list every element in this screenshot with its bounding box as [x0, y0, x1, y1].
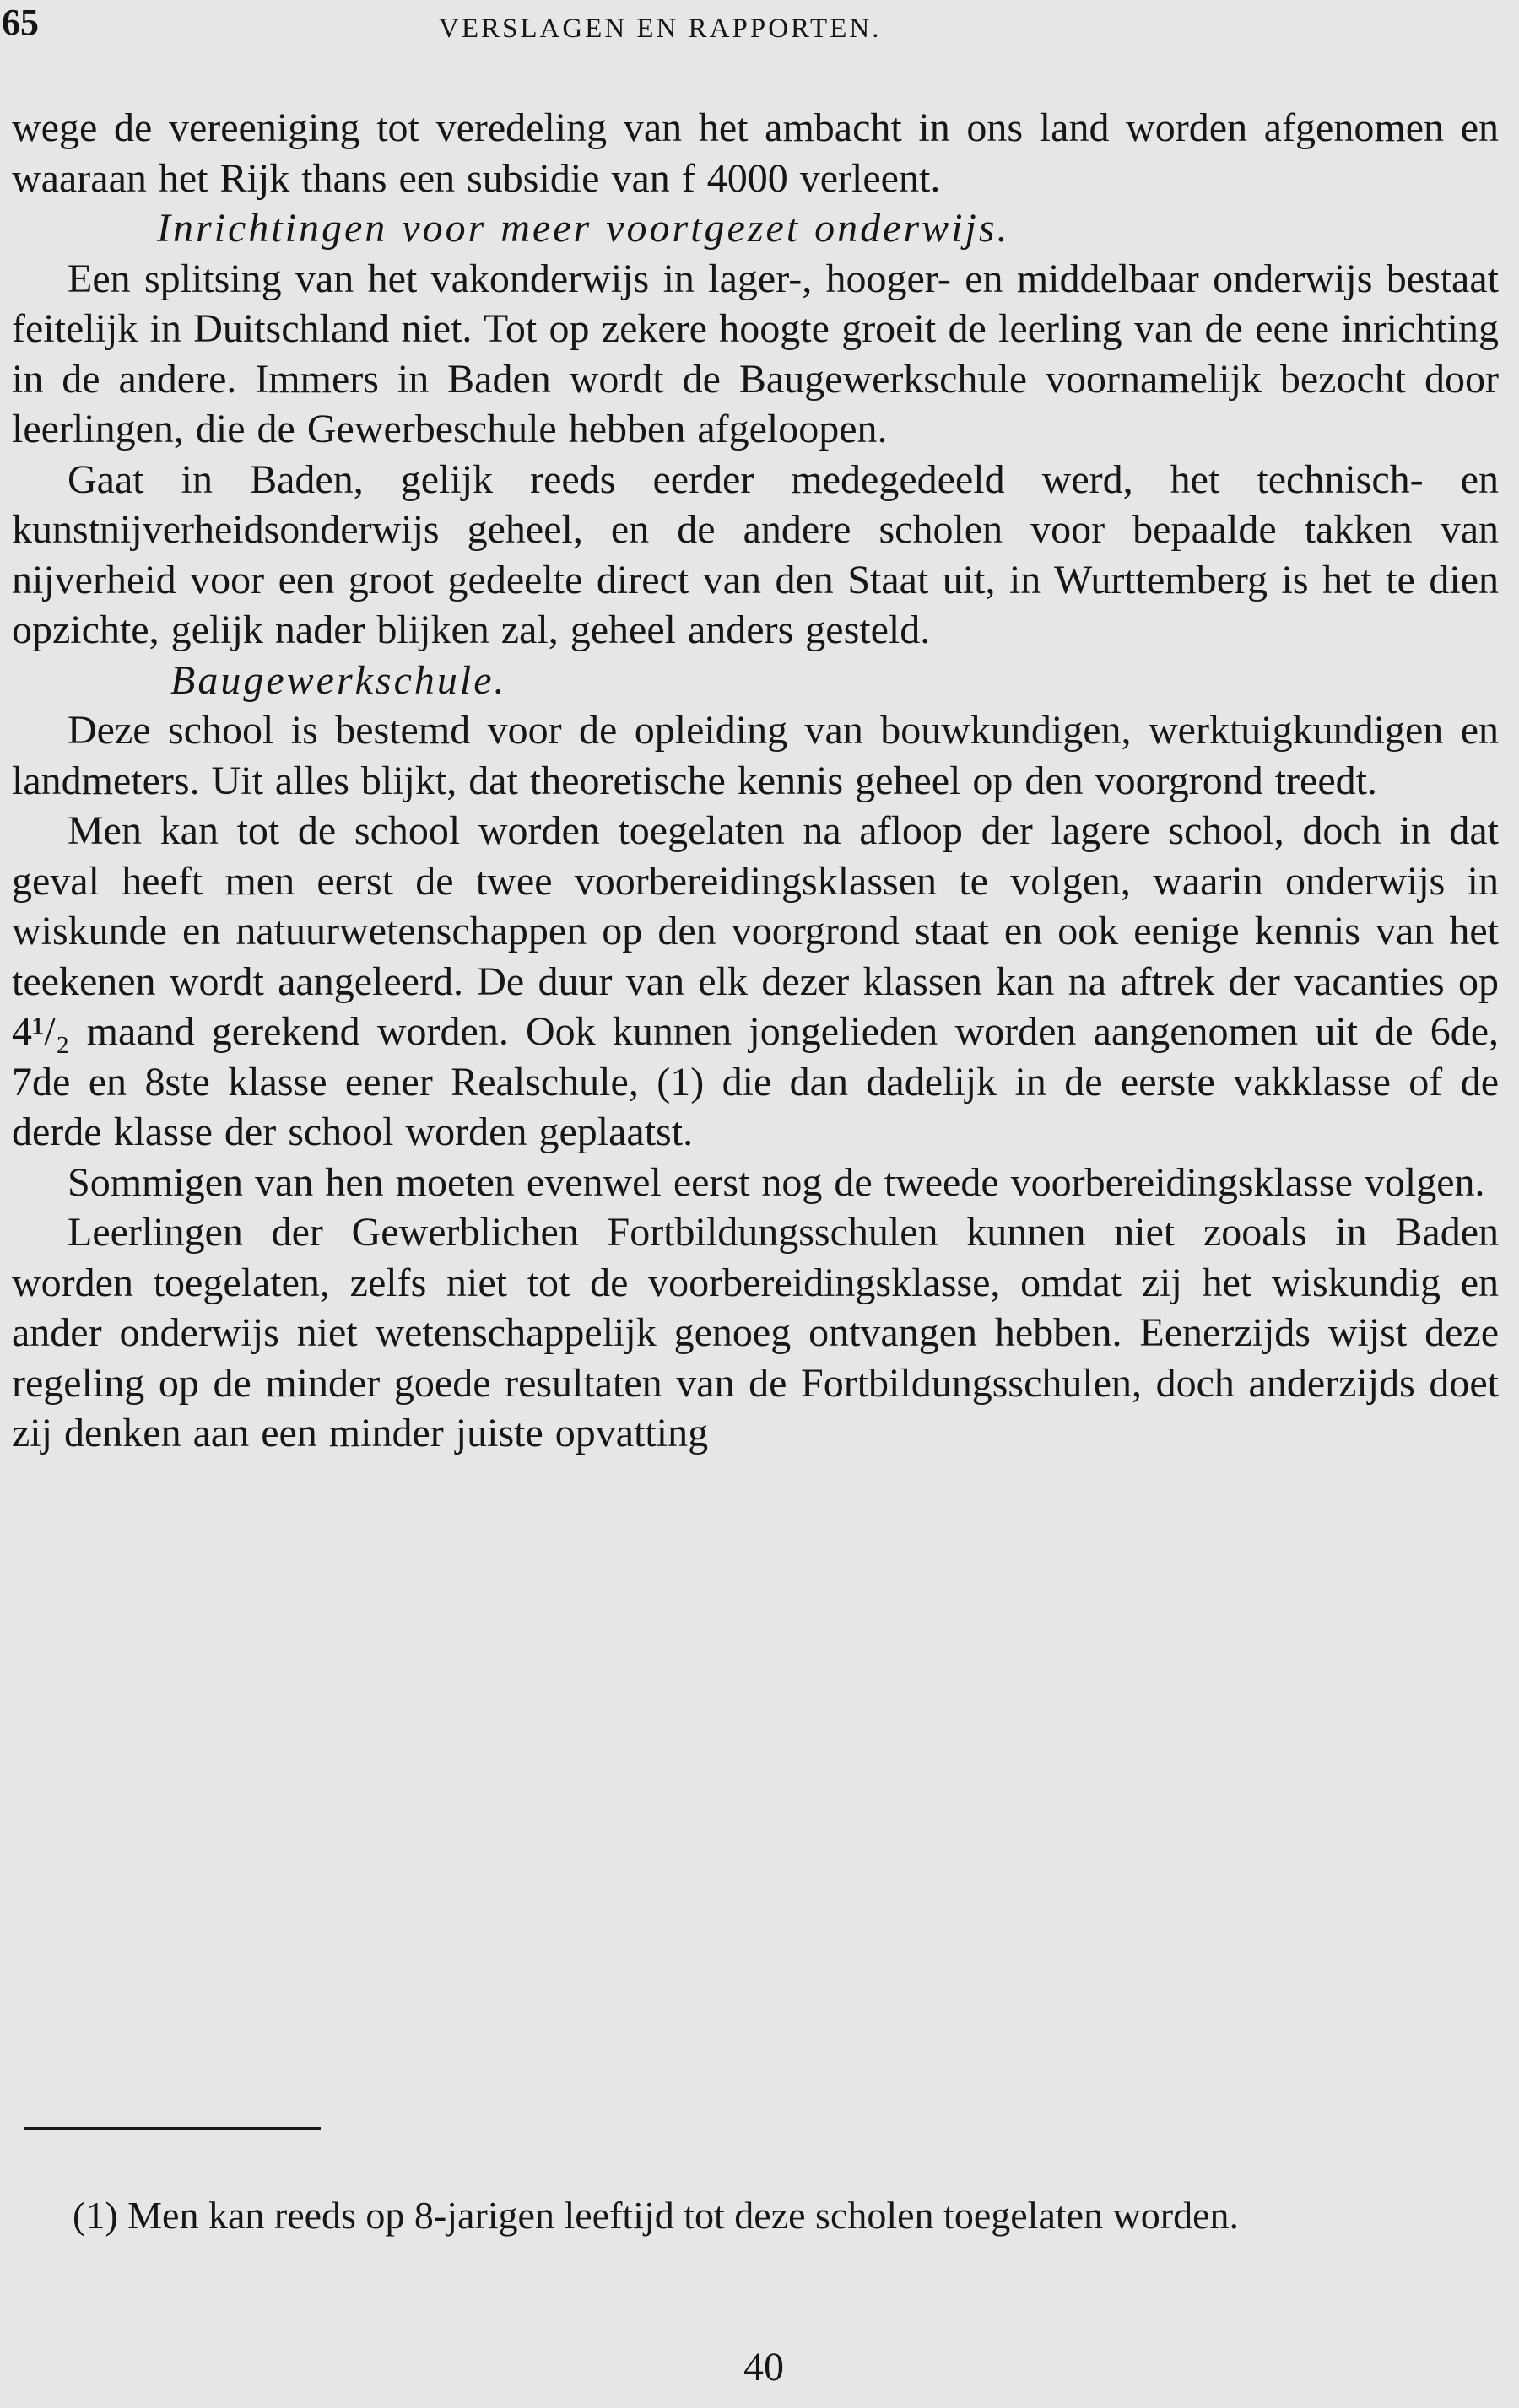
paragraph: Een splitsing van het vakonderwijs in lager-, hooger- en middelbaar onderwijs bestaat feitelijk in Duitschland niet. Tot op zekere hoogte groeit de leerling van de eene inrichting in de andere. Immers in Baden wordt de Baugewerkschule voornamelijk bezocht door leerlingen, die de Gewerbeschule hebben afgeloopen. [12, 256, 1499, 451]
page-header [0, 0, 1519, 52]
footnote: (1) Men kan reeds op 8-jarigen leeftijd tot deze scholen toegelaten worden. [73, 2194, 1240, 2237]
section-heading-inrichtingen: Inrichtingen voor meer voortgezet onderwijs. [157, 206, 1010, 251]
paragraph: Deze school is bestemd voor de opleiding van bouwkundigen, werktuigkundigen en landmeters. Uit alles blijkt, dat theoretische kennis geheel op den voorgrond treedt. [12, 708, 1499, 803]
body-text [12, 103, 1499, 1459]
footnote-divider [24, 2127, 321, 2130]
running-title: VERSLAGEN EN RAPPORTEN. [439, 13, 882, 44]
page-number-bottom: 40 [743, 2345, 784, 2389]
paragraph: Sommigen van hen moeten evenwel eerst nog de tweede voorbereidingsklasse volgen. [68, 1159, 1485, 1205]
paragraph: Men kan tot de school worden toegelaten na afloop der lagere school, doch in dat geval heeft men eerst de twee voorbereidingsklassen te volgen, waarin onderwijs in wiskunde en natuurwetenschappen op den voorgrond staat en ook eenige kennis van het teekenen wordt aangeleerd. De duur van elk dezer klassen kan na aftrek der vacanties op 4¹/₂ maand gerekend worden. Ook kunnen jongelieden worden aangenomen uit de 6de, 7de en 8ste klasse eener Realschule, (1) die dan dadelijk in de eerste vakklasse of de derde klasse der school worden geplaatst. [12, 808, 1499, 1154]
section-heading-baugewerkschule: Baugewerkschule. [170, 657, 507, 703]
page-number-top: 65 [2, 2, 39, 43]
paragraph: Gaat in Baden, gelijk reeds eerder medegedeeld werd, het technisch- en kunstnijverheidsonderwijs geheel, en de andere scholen voor bepaalde takken van nijverheid voor een groot gedeelte direct van den Staat uit, in Wurttemberg is het te dien opzichte, gelijk nader blijken zal, geheel anders gesteld. [12, 456, 1499, 652]
paragraph-continuation: wege de vereeniging tot veredeling van het ambacht in ons land worden afgenomen en waaraan het Rijk thans een subsidie van f 4000 verleent. [12, 105, 1499, 201]
paragraph: Leerlingen der Gewerblichen Fortbildungsschulen kunnen niet zooals in Baden worden toegelaten, zelfs niet tot de voorbereidingsklasse, omdat zij het wiskundig en ander onderwijs niet wetenschappelijk genoeg ontvangen hebben. Eenerzijds wijst deze regeling op de minder goede resultaten van de Fortbildungsschulen, doch anderzijds doet zij denken aan een minder juiste opvatting [12, 1210, 1499, 1455]
